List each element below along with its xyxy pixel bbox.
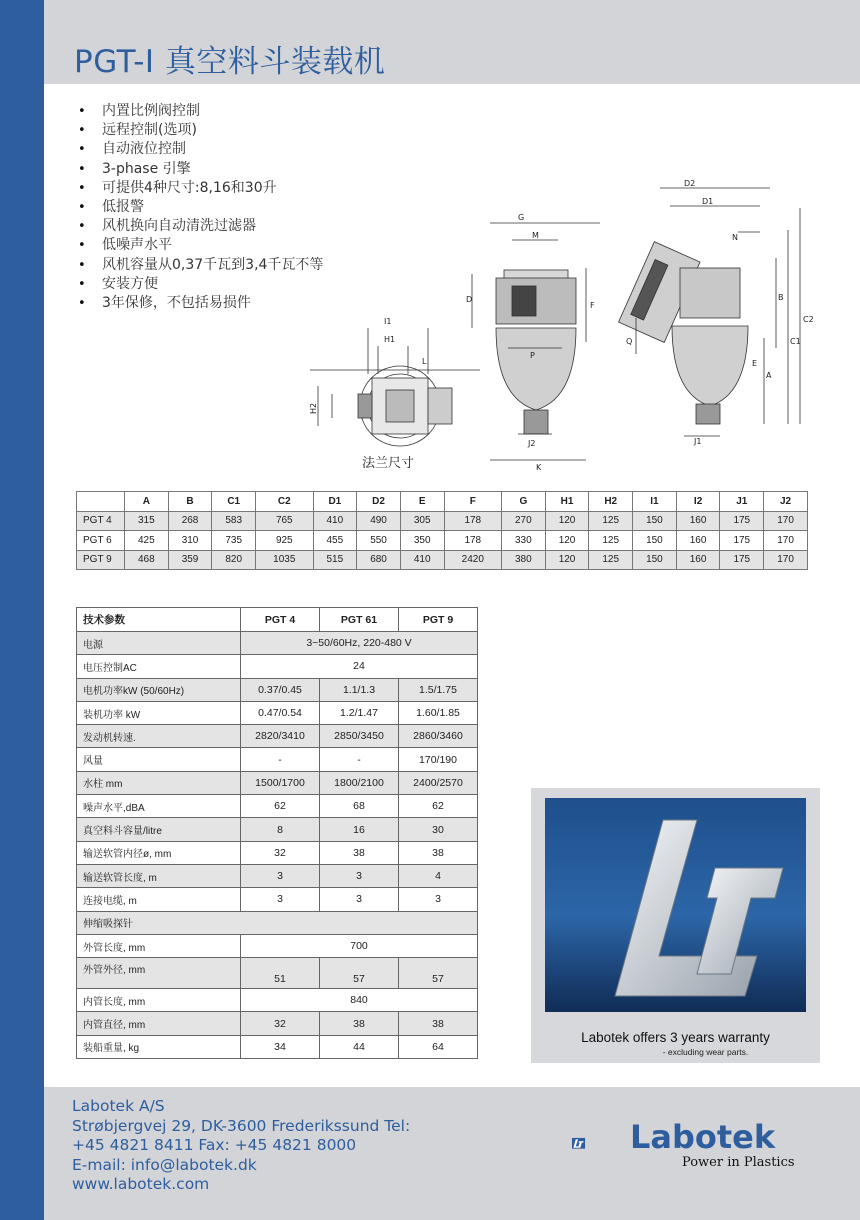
technical-drawing <box>300 178 840 478</box>
header-cell: A <box>125 492 169 512</box>
row-label: 外管外径, mm <box>77 958 241 989</box>
list-item: • 内置比例阀控制 <box>78 103 200 119</box>
table-cell: 0.37/0.45 <box>241 678 320 701</box>
list-item: • 可提供4种尺寸:8,16和30升 <box>78 179 277 196</box>
table-cell: 8 <box>241 818 320 841</box>
row-label: 电压控制AC <box>77 655 241 678</box>
table-row <box>77 550 808 570</box>
table-cell: 2400/2570 <box>399 771 478 794</box>
table-cell: 550 <box>357 531 401 551</box>
table-cell: 178 <box>444 531 501 551</box>
table-cell: 820 <box>212 550 256 570</box>
header-cell: I2 <box>676 492 720 512</box>
header-cell: C1 <box>212 492 256 512</box>
row-label: 发动机转速. <box>77 725 241 748</box>
row-label: 输送软管长度, m <box>77 864 241 887</box>
dim-label: H1 <box>384 335 396 344</box>
table-cell: 32 <box>241 1012 320 1035</box>
dim-label: B <box>778 293 784 302</box>
table-cell: 270 <box>502 511 546 531</box>
dim-label: G <box>518 213 525 222</box>
table-cell: 44 <box>320 1035 399 1058</box>
table-cell: 1035 <box>256 550 313 570</box>
table-cell: PGT 6 <box>77 531 125 551</box>
dim-label: J1 <box>694 437 702 446</box>
list-item: • 风机换向自动清洗过滤器 <box>78 218 256 235</box>
table-row <box>77 531 808 551</box>
side-view <box>619 179 814 446</box>
table-cell: 62 <box>241 795 320 818</box>
warranty-logo-art <box>545 798 806 1012</box>
list-item: • 3-phase 引擎 <box>78 160 191 177</box>
table-cell: 175 <box>720 511 764 531</box>
header-cell <box>77 492 125 512</box>
table-cell: 170 <box>764 550 808 570</box>
table-cell: 700 <box>241 934 478 957</box>
table-cell: 515 <box>313 550 357 570</box>
table-cell: 120 <box>545 511 589 531</box>
table-cell: PGT 4 <box>77 511 125 531</box>
table-cell: 2420 <box>444 550 501 570</box>
table-cell: 120 <box>545 531 589 551</box>
table-cell: 3 <box>320 888 399 911</box>
website-link[interactable]: www.labotek.com <box>72 1175 210 1194</box>
table-cell: 68 <box>320 795 399 818</box>
table-row <box>77 795 478 818</box>
header-cell: J2 <box>764 492 808 512</box>
table-row <box>77 701 478 724</box>
table-cell: 583 <box>212 511 256 531</box>
table-cell: 680 <box>357 550 401 570</box>
table-row <box>77 748 478 771</box>
table-cell: 170/190 <box>399 748 478 771</box>
row-label: 装机功率 kW <box>77 701 241 724</box>
table-cell: 150 <box>633 550 677 570</box>
header-cell: D1 <box>313 492 357 512</box>
labotek-logo-icon <box>572 1121 628 1167</box>
dim-label: M <box>532 231 539 240</box>
table-cell: 468 <box>125 550 169 570</box>
dim-label: Q <box>626 337 633 346</box>
dim-label: A <box>766 371 772 380</box>
drawing-caption: 法兰尺寸 <box>362 456 415 471</box>
dim-label: K <box>536 463 542 472</box>
phone-fax: +45 4821 8411 Fax: +45 4821 8000 <box>72 1136 357 1155</box>
table-cell: 359 <box>168 550 212 570</box>
header-cell: C2 <box>256 492 313 512</box>
table-cell: 1.5/1.75 <box>399 678 478 701</box>
row-label: 外管长度, mm <box>77 934 241 957</box>
table-cell: 4 <box>399 864 478 887</box>
list-item: • 3年保修，不包括易损件 <box>78 295 251 312</box>
list-item: • 低噪声水平 <box>78 237 172 254</box>
contact-block <box>72 1097 410 1195</box>
header-cell: PGT 4 <box>241 608 320 632</box>
table-cell: 125 <box>589 531 633 551</box>
table-cell: 38 <box>320 1012 399 1035</box>
dim-label: J2 <box>528 439 536 448</box>
row-label: 内管长度, mm <box>77 989 241 1012</box>
page-title: PGT-I 真空料斗装载机 <box>74 44 386 80</box>
front-view <box>466 213 600 472</box>
table-cell: - <box>241 748 320 771</box>
table-row <box>77 864 478 887</box>
table-row <box>77 678 478 701</box>
row-label: 电机功率kW (50/60Hz) <box>77 678 241 701</box>
table-cell: 3 <box>241 864 320 887</box>
dim-label: I1 <box>384 317 392 326</box>
dim-label: C2 <box>803 315 814 324</box>
table-cell: 62 <box>399 795 478 818</box>
table-cell: 1500/1700 <box>241 771 320 794</box>
dim-label: D2 <box>684 179 696 188</box>
table-cell: 1800/2100 <box>320 771 399 794</box>
dim-label: F <box>590 301 595 310</box>
table-row <box>77 911 478 934</box>
row-label: 水柱 mm <box>77 771 241 794</box>
table-cell: 120 <box>545 550 589 570</box>
table-cell: 160 <box>676 511 720 531</box>
table-row <box>77 771 478 794</box>
table-header-row <box>77 492 808 512</box>
table-header-row <box>77 608 478 632</box>
table-cell: - <box>320 748 399 771</box>
table-row <box>77 989 478 1012</box>
table-cell: 38 <box>399 841 478 864</box>
header-cell: 技术参数 <box>77 608 241 632</box>
table-cell: 178 <box>444 511 501 531</box>
table-row <box>77 632 478 655</box>
email-link[interactable]: E-mail: info@labotek.dk <box>72 1155 257 1174</box>
table-row <box>77 725 478 748</box>
table-cell: 3 <box>241 888 320 911</box>
warranty-note: - excluding wear parts. <box>662 1047 749 1057</box>
table-cell: 410 <box>313 511 357 531</box>
table-cell: 150 <box>633 511 677 531</box>
feature-list <box>78 102 323 313</box>
table-cell: 765 <box>256 511 313 531</box>
dim-label: N <box>732 233 738 242</box>
warranty-panel <box>531 788 820 1063</box>
dim-label: L <box>422 357 427 366</box>
left-accent-bar <box>0 0 44 1220</box>
flange-view <box>309 317 480 446</box>
table-cell: 3 <box>399 888 478 911</box>
table-cell: 24 <box>241 655 478 678</box>
dim-label: H2 <box>309 402 318 414</box>
table-cell: 735 <box>212 531 256 551</box>
dim-label: E <box>752 359 758 368</box>
header-cell: E <box>400 492 444 512</box>
table-row <box>77 934 478 957</box>
table-cell: 51 <box>241 958 320 989</box>
table-cell: 170 <box>764 531 808 551</box>
table-row <box>77 958 478 989</box>
table-cell: 32 <box>241 841 320 864</box>
header-cell: H1 <box>545 492 589 512</box>
table-cell: 3 <box>320 864 399 887</box>
row-label: 输送软管内径ø, mm <box>77 841 241 864</box>
address: Strøbjergvej 29, DK-3600 Frederikssund Tel: <box>72 1116 411 1135</box>
table-cell: 380 <box>502 550 546 570</box>
company-name: Labotek A/S <box>72 1097 165 1115</box>
table-cell: 150 <box>633 531 677 551</box>
table-cell: 315 <box>125 511 169 531</box>
header-cell: H2 <box>589 492 633 512</box>
table-cell: 1.1/1.3 <box>320 678 399 701</box>
table-cell: 490 <box>357 511 401 531</box>
table-row <box>77 655 478 678</box>
table-row <box>77 888 478 911</box>
row-label: 内管直径, mm <box>77 1012 241 1035</box>
header-cell: B <box>168 492 212 512</box>
header-cell: J1 <box>720 492 764 512</box>
table-cell: 0.47/0.54 <box>241 701 320 724</box>
table-cell: 125 <box>589 550 633 570</box>
header-cell: G <box>502 492 546 512</box>
table-cell: 175 <box>720 550 764 570</box>
table-cell: 2820/3410 <box>241 725 320 748</box>
table-cell: 3~50/60Hz, 220-480 V <box>241 632 478 655</box>
table-row <box>77 841 478 864</box>
table-cell: 925 <box>256 531 313 551</box>
table-cell: 410 <box>400 550 444 570</box>
warranty-headline: Labotek offers 3 years warranty <box>581 1030 770 1045</box>
table-cell: 310 <box>168 531 212 551</box>
dim-label: P <box>530 351 535 360</box>
logo-tagline: Power in Plastics <box>682 1155 795 1170</box>
dim-label: C1 <box>790 337 801 346</box>
header-cell: I1 <box>633 492 677 512</box>
dimensions-table <box>76 491 808 570</box>
row-label: 伸缩吸探针 <box>77 911 478 934</box>
row-label: 电源 <box>77 632 241 655</box>
table-cell: 16 <box>320 818 399 841</box>
table-cell: 125 <box>589 511 633 531</box>
spec-table <box>76 607 478 1059</box>
table-cell: 305 <box>400 511 444 531</box>
table-cell: 1.60/1.85 <box>399 701 478 724</box>
header-cell: PGT 9 <box>399 608 478 632</box>
table-cell: PGT 9 <box>77 550 125 570</box>
list-item: • 低报警 <box>78 199 144 216</box>
header-cell: D2 <box>357 492 401 512</box>
row-label: 风量 <box>77 748 241 771</box>
table-cell: 38 <box>399 1012 478 1035</box>
list-item: • 风机容量从0,37千瓦到3,4千瓦不等 <box>78 256 324 273</box>
row-label: 噪声水平,dBA <box>77 795 241 818</box>
table-cell: 160 <box>676 550 720 570</box>
table-cell: 840 <box>241 989 478 1012</box>
table-cell: 455 <box>313 531 357 551</box>
list-item: • 自动液位控制 <box>78 141 186 158</box>
table-cell: 57 <box>399 958 478 989</box>
table-row <box>77 1035 478 1058</box>
table-cell: 330 <box>502 531 546 551</box>
table-cell: 425 <box>125 531 169 551</box>
table-cell: 64 <box>399 1035 478 1058</box>
table-cell: 2850/3450 <box>320 725 399 748</box>
table-row <box>77 818 478 841</box>
list-item: • 远程控制(选项) <box>78 122 197 139</box>
table-cell: 350 <box>400 531 444 551</box>
logo-wordmark: Labotek <box>630 1118 776 1156</box>
table-cell: 175 <box>720 531 764 551</box>
table-cell: 57 <box>320 958 399 989</box>
table-cell: 30 <box>399 818 478 841</box>
row-label: 装船重量, kg <box>77 1035 241 1058</box>
header-cell: PGT 61 <box>320 608 399 632</box>
table-cell: 160 <box>676 531 720 551</box>
table-cell: 38 <box>320 841 399 864</box>
table-cell: 170 <box>764 511 808 531</box>
row-label: 真空料斗容量/litre <box>77 818 241 841</box>
dim-label: D1 <box>702 197 714 206</box>
list-item: • 安装方便 <box>78 275 158 292</box>
dim-label: D <box>466 295 473 304</box>
table-cell: 34 <box>241 1035 320 1058</box>
table-cell: 268 <box>168 511 212 531</box>
table-cell: 2860/3460 <box>399 725 478 748</box>
header-cell: F <box>444 492 501 512</box>
table-row <box>77 1012 478 1035</box>
table-cell: 1.2/1.47 <box>320 701 399 724</box>
table-row <box>77 511 808 531</box>
row-label: 连接电缆, m <box>77 888 241 911</box>
